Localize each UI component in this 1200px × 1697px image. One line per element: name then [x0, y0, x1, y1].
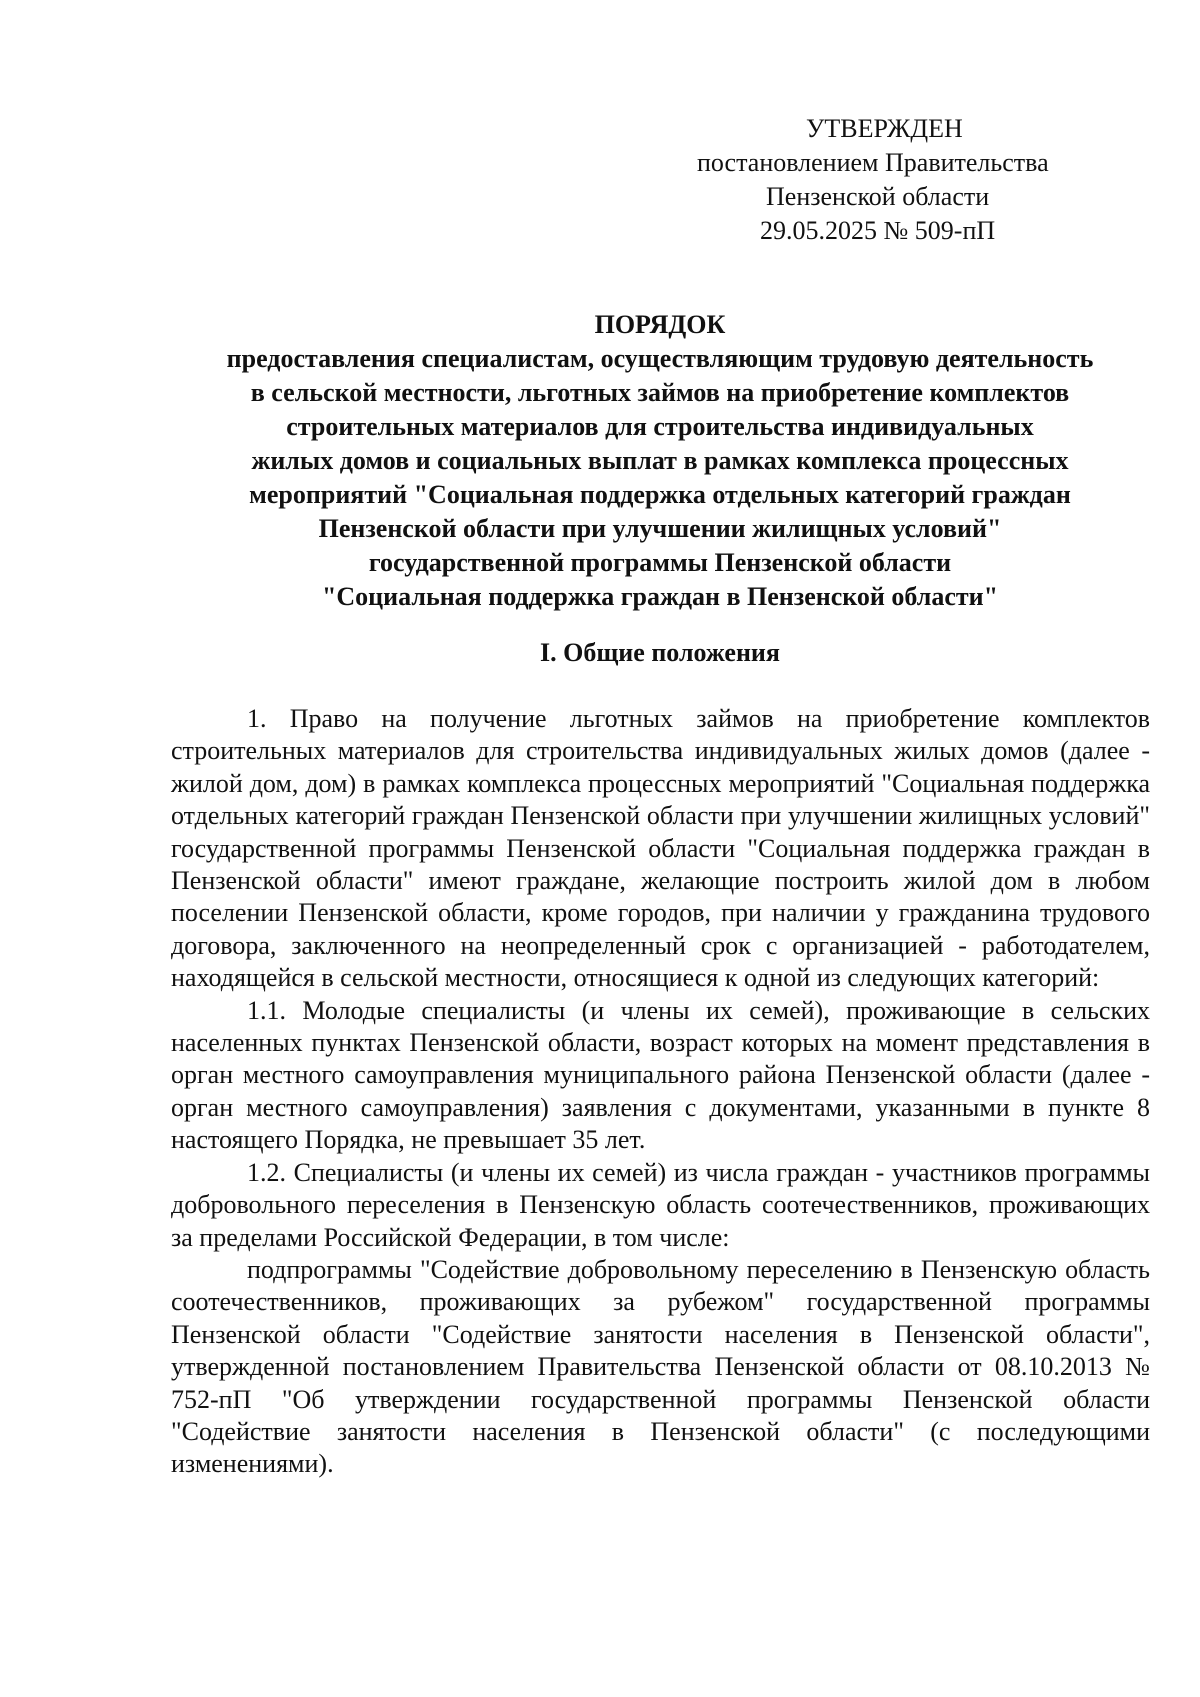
paragraph-1-1: 1.1. Молодые специалисты (и члены их семей), проживающие в сельских населенных пунктах Пензенской области, возраст которых на момент представления в орган местного самоуправления муниципального района Пензенской области (далее - орган местного самоуправления) заявления с документами, указанными в пункте 8 настоящего Порядка, не превышает 35 лет. [171, 995, 1150, 1155]
document-title-line: "Социальная поддержка граждан в Пензенской области" [321, 582, 999, 611]
document-title-line: Пензенской области при улучшении жилищных условий" [318, 514, 1002, 543]
document-title [160, 308, 1160, 614]
document-title-line: предоставления специалистам, осуществляющим трудовую деятельность [226, 344, 1094, 373]
paragraph-1: 1. Право на получение льготных займов на приобретение комплектов строительных материалов для строительства индивидуальных жилых домов (далее - жилой дом, дом) в рамках комплекса процессных мероприятий "Социальная поддержка отдельных категорий граждан Пензенской области при улучшении жилищных условий" государственной программы Пензенской области "Социальная поддержка граждан в Пензенской области" имеют граждане, желающие построить жилой дом в любом поселении Пензенской области, кроме городов, при наличии у гражданина трудового договора, заключенного на неопределенный срок с организацией - работодателем, находящейся в сельской местности, относящиеся к одной из следующих категорий: [171, 704, 1150, 993]
section-heading: I. Общие положения [540, 638, 780, 667]
document-title-line: строительных материалов для строительства индивидуальных [286, 412, 1034, 441]
paragraph-subprogram: подпрограммы "Содействие добровольному переселению в Пензенскую область соотечественников, проживающих за рубежом" государственной программы Пензенской области "Содействие занятости населения в Пензенской области", утвержденной постановлением Правительства Пензенской области от 08.10.2013 № 752-пП "Об утверждении государственной программы Пензенской области "Содействие занятости населения в Пензенской области" (с последующими изменениями). [171, 1254, 1150, 1479]
document-title-line: государственной программы Пензенской области [368, 548, 952, 577]
approval-authority: постановлением Правительства [697, 148, 1049, 177]
approval-region: Пензенской области [766, 182, 990, 211]
document-title-line: в сельской местности, льготных займов на приобретение комплектов [250, 378, 1070, 407]
document-title-line: жилых домов и социальных выплат в рамках комплекса процессных [251, 446, 1069, 475]
approval-title: УТВЕРЖДЕН [806, 114, 963, 143]
approval-date-number: 29.05.2025 № 509-пП [760, 216, 996, 245]
document-title-line: мероприятий "Социальная поддержка отдельных категорий граждан [249, 480, 1071, 509]
paragraph-1-2: 1.2. Специалисты (и члены их семей) из числа граждан - участников программы добровольного переселения в Пензенскую область соотечественников, проживающих за пределами Российской Федерации, в том числе: [171, 1157, 1150, 1252]
approval-stamp [690, 112, 1090, 248]
document-title-main: ПОРЯДОК [594, 310, 726, 339]
document-body [171, 703, 1150, 1481]
